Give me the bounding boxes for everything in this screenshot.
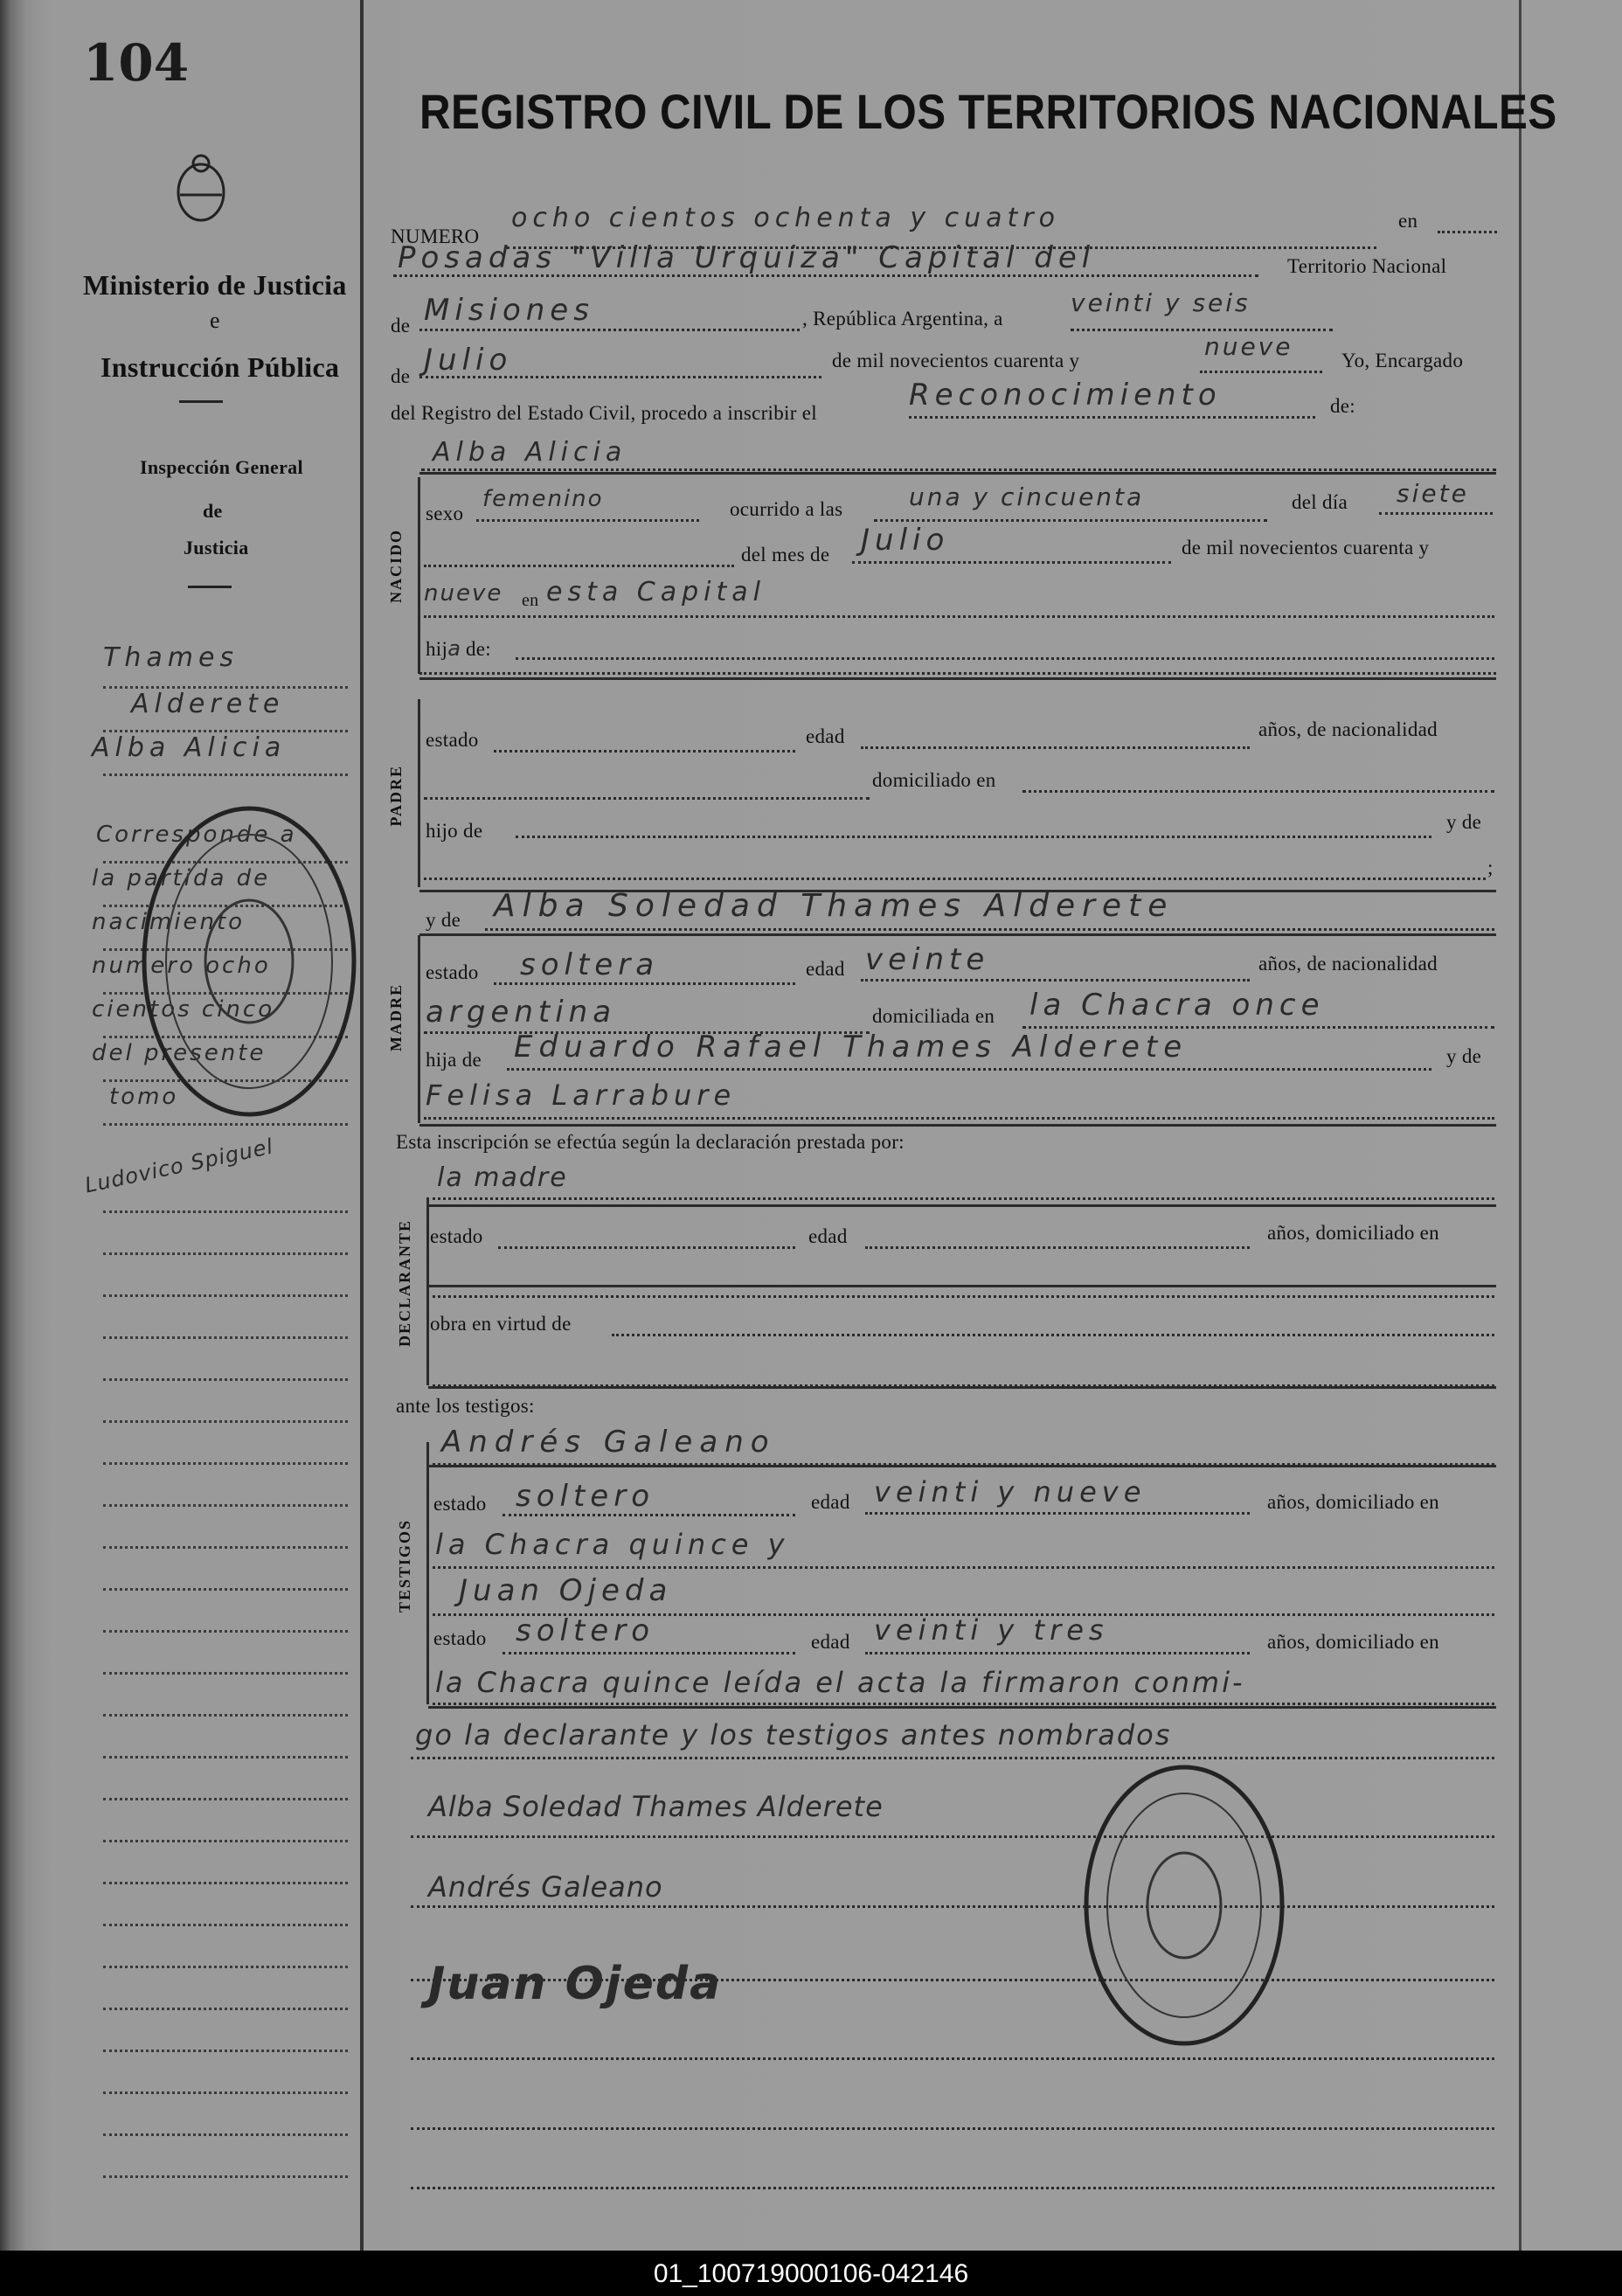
hw-testigo2-edad: veinti y tres — [874, 1613, 1109, 1647]
margin-rule — [103, 2008, 348, 2010]
label-de-mil: de mil novecientos cuarenta y — [832, 350, 1080, 371]
hw-madre-edad: veinte — [865, 942, 990, 977]
label-estado-madre: estado — [426, 961, 479, 983]
hw-madre-madre: Felisa Larrabure — [426, 1079, 737, 1112]
label-estado-t1: estado — [433, 1493, 487, 1515]
coat-of-arms-icon — [175, 153, 227, 227]
bracket-madre — [418, 935, 420, 1123]
official-stamp — [1079, 1761, 1289, 2054]
label-numero: NUMERO — [391, 225, 480, 247]
inspection-line-3: Justicia — [184, 537, 249, 558]
label-anos-dom-declarante: años, domiciliado en — [1267, 1222, 1439, 1244]
margin-signature: Ludovico Spiguel — [82, 1134, 276, 1198]
ministry-divider — [179, 400, 223, 403]
hw-nombre: Alba Alicia — [433, 437, 627, 468]
label-del-registro: del Registro del Estado Civil, procedo a inscribir el — [391, 402, 817, 424]
inspection-line-1: Inspección General — [140, 456, 303, 478]
section-rule — [428, 1465, 1496, 1467]
margin-note-6: del presente — [92, 1040, 267, 1066]
label-del-dia: del día — [1292, 491, 1348, 513]
footer-bar — [0, 2251, 1622, 2296]
hw-testigo2-dom: la Chacra quince leída el acta la firmaron conmi- — [435, 1666, 1245, 1699]
hijo-a-line — [516, 636, 1494, 660]
blank-line — [411, 2166, 1494, 2189]
margin-rule — [103, 1378, 348, 1381]
section-rule — [428, 1706, 1496, 1709]
margin-rule — [103, 1630, 348, 1633]
margin-rule — [103, 1420, 348, 1423]
ministry-line-2: e — [210, 308, 220, 333]
blank-line — [411, 2106, 1494, 2130]
hw-testigo1-estado: soltero — [516, 1479, 655, 1514]
margin-name-2: Alderete — [131, 689, 285, 719]
margin-note-1: Corresponde a — [96, 822, 297, 848]
nac-padre-line — [424, 776, 870, 800]
semicolon: ; — [1487, 857, 1494, 878]
label-del-mes: del mes de — [741, 544, 830, 565]
margin-rule — [103, 2175, 348, 2178]
bracket-declarante — [426, 1197, 429, 1385]
signature-1: Alba Soledad Thames Alderete — [428, 1790, 884, 1823]
label-edad-madre: edad — [806, 958, 845, 980]
bracket-nacido — [418, 477, 420, 674]
edad-declarante-line — [865, 1225, 1250, 1249]
label-de-2: de — [391, 365, 411, 387]
label-estado-t2: estado — [433, 1627, 487, 1649]
margin-rule — [103, 1504, 348, 1507]
label-anos-dom-t2: años, domiciliado en — [1267, 1631, 1439, 1653]
inspection-line-2: de — [203, 500, 223, 522]
margin-rule — [103, 1210, 348, 1213]
ministry-line-1: Ministerio de Justicia — [83, 269, 347, 301]
estado-declarante-line — [498, 1225, 795, 1249]
section-rule — [428, 1386, 1496, 1389]
document-title: REGISTRO CIVIL DE LOS TERRITORIOS NACIONALES — [419, 84, 1557, 139]
hw-testigo1: Andrés Galeano — [441, 1425, 776, 1460]
padre-madre-line — [424, 857, 1486, 880]
label-y-de-madre: y de — [426, 909, 461, 931]
hw-mes-nac: Julio — [861, 523, 950, 558]
margin-rule — [103, 1840, 348, 1842]
pre-mes-line — [424, 544, 734, 567]
margin-stamp — [131, 795, 367, 1132]
section-rule — [419, 1124, 1496, 1127]
section-rule — [428, 1204, 1496, 1207]
margin-rule — [103, 1672, 348, 1675]
label-de-mil-y: de mil novecientos cuarenta y — [1182, 537, 1430, 558]
ministry-line-3: Instrucción Pública — [101, 351, 340, 383]
section-rule — [419, 472, 1496, 475]
label-obra-en-virtud: obra en virtud de — [430, 1313, 572, 1335]
section-rule — [419, 677, 1496, 680]
margin-note-7: tomo — [109, 1084, 179, 1110]
margin-rule — [103, 1882, 348, 1884]
label-en: en — [1398, 210, 1418, 232]
margin-rule — [103, 1924, 348, 1926]
label-edad-t1: edad — [811, 1491, 850, 1513]
label-estado-declarante: estado — [430, 1225, 483, 1247]
label-dom-madre: domiciliada en — [872, 1005, 995, 1027]
margin-rule — [103, 2091, 348, 2094]
section-rule — [419, 933, 1496, 936]
hw-madre-nac: argentina — [426, 995, 617, 1030]
hw-cierre: go la declarante y los testigos antes nombrados — [415, 1718, 1172, 1751]
hw-testigo2-estado: soltero — [516, 1613, 655, 1648]
label-anos-nac-padre: años, de nacionalidad — [1258, 718, 1438, 740]
label-anos-nac-madre: años, de nacionalidad — [1258, 953, 1438, 975]
label-yo: Yo, Encargado — [1341, 350, 1464, 371]
hw-ano: nueve — [1204, 332, 1293, 361]
signature-3: Juan Ojeda — [428, 1958, 723, 2010]
footer-id: 01_100719000106-042146 — [653, 2259, 969, 2288]
side-label-padre: PADRE — [387, 765, 405, 827]
margin-rule — [103, 1798, 348, 1800]
bracket-testigos — [426, 1442, 429, 1704]
margin-rule — [103, 1294, 348, 1297]
margin-rule — [103, 773, 348, 776]
hw-acto: Reconocimiento — [909, 378, 1222, 413]
obra-line-2 — [433, 1363, 1494, 1387]
label-sexo: sexo — [426, 503, 464, 524]
hw-numero: ocho cientos ochenta y cuatro — [511, 203, 1060, 233]
declarante-line — [433, 1176, 1494, 1200]
label-de-colon: de: — [1330, 395, 1355, 417]
edad-padre-line — [861, 725, 1250, 749]
margin-rule — [103, 1714, 348, 1717]
bracket-padre — [418, 699, 420, 887]
hw-testigo1-edad: veinti y nueve — [874, 1475, 1147, 1509]
hw-dia-nac: siete — [1397, 479, 1469, 508]
hw-dia: veinti y seis — [1071, 288, 1251, 317]
label-edad-t2: edad — [811, 1631, 850, 1653]
label-edad-padre: edad — [806, 725, 845, 747]
margin-rule — [103, 1588, 348, 1591]
label-ante-testigos: ante los testigos: — [396, 1395, 535, 1417]
label-hijo-a-de: hija de: — [426, 636, 491, 661]
label-esta-inscripcion: Esta inscripción se efectúa según la declaración prestada por: — [396, 1131, 905, 1153]
section-rule — [428, 1285, 1496, 1287]
margin-rule — [103, 1462, 348, 1465]
ministry-divider-2 — [188, 586, 232, 588]
side-label-madre: MADRE — [387, 983, 405, 1051]
hijo-de-line — [516, 815, 1431, 838]
hw-lugar-nac-1: nueve — [424, 580, 503, 607]
label-ocurrido: ocurrido a las — [730, 498, 843, 520]
margin-note-2: la partida de — [92, 865, 271, 891]
label-dom-padre: domiciliado en — [872, 769, 996, 791]
label-y-de-abuela: y de — [1446, 1045, 1482, 1067]
hw-madre-padre: Eduardo Rafael Thames Alderete — [514, 1030, 1189, 1065]
side-label-testigos: TESTIGOS — [396, 1519, 413, 1613]
side-label-declarante: DECLARANTE — [396, 1219, 413, 1348]
label-en-lugar: en — [522, 591, 539, 610]
hw-hora: una y cincuenta — [909, 482, 1145, 511]
label-hijo-de: hijo de — [426, 820, 483, 842]
margin-note-3: nacimiento — [92, 909, 246, 935]
hw-madre-nombre: Alba Soledad Thames Alderete — [494, 888, 1175, 924]
margin-note-4: numero ocho — [92, 953, 271, 979]
label-territorio: Territorio Nacional — [1287, 255, 1447, 277]
hw-mes: Julio — [424, 343, 513, 378]
hw-sexo: femenino — [482, 486, 604, 512]
label-anos-dom-t1: años, domiciliado en — [1267, 1491, 1439, 1513]
hw-madre-dom: la Chacra once — [1029, 988, 1325, 1023]
signature-2: Andrés Galeano — [428, 1870, 663, 1904]
hw-madre-estado: soltera — [520, 947, 660, 982]
margin-rule — [103, 2133, 348, 2136]
label-hija-de: hija de — [426, 1049, 482, 1071]
blank-line — [411, 2036, 1494, 2060]
margin-note-5: cientos cinco — [92, 996, 275, 1023]
label-republica: , República Argentina, a — [802, 308, 1003, 329]
estado-padre-line — [494, 729, 795, 753]
label-y-de-padre: y de — [1446, 811, 1482, 833]
margin-name-1: Thames — [103, 642, 239, 673]
hw-territorio: Misiones — [424, 293, 594, 328]
obra-line — [612, 1313, 1494, 1336]
right-edge — [1519, 0, 1521, 2251]
hw-lugar: Posadas "Villa Urquiza" Capital del — [398, 240, 1096, 275]
margin-rule — [103, 1336, 348, 1339]
margin-name-3: Alba Alicia — [92, 732, 287, 763]
margin-rule — [103, 1546, 348, 1549]
margin-rule — [103, 2050, 348, 2052]
margin-rule — [103, 1252, 348, 1255]
hw-lugar-nac-2: esta Capital — [546, 577, 766, 607]
hw-declarante: la madre — [437, 1162, 568, 1193]
section-dots — [419, 669, 1496, 675]
side-label-nacido: NACIDO — [387, 529, 405, 604]
page-number: 104 — [83, 33, 190, 93]
margin-rule — [103, 1756, 348, 1758]
hw-testigo1-dom: la Chacra quince y — [435, 1528, 790, 1561]
label-estado-padre: estado — [426, 729, 479, 751]
hw-testigo2: Juan Ojeda — [459, 1573, 673, 1608]
dom-padre-line — [1022, 769, 1494, 793]
label-edad-declarante: edad — [808, 1225, 848, 1247]
label-de: de — [391, 315, 411, 336]
en-line — [1438, 210, 1497, 233]
margin-rule — [103, 1966, 348, 1968]
